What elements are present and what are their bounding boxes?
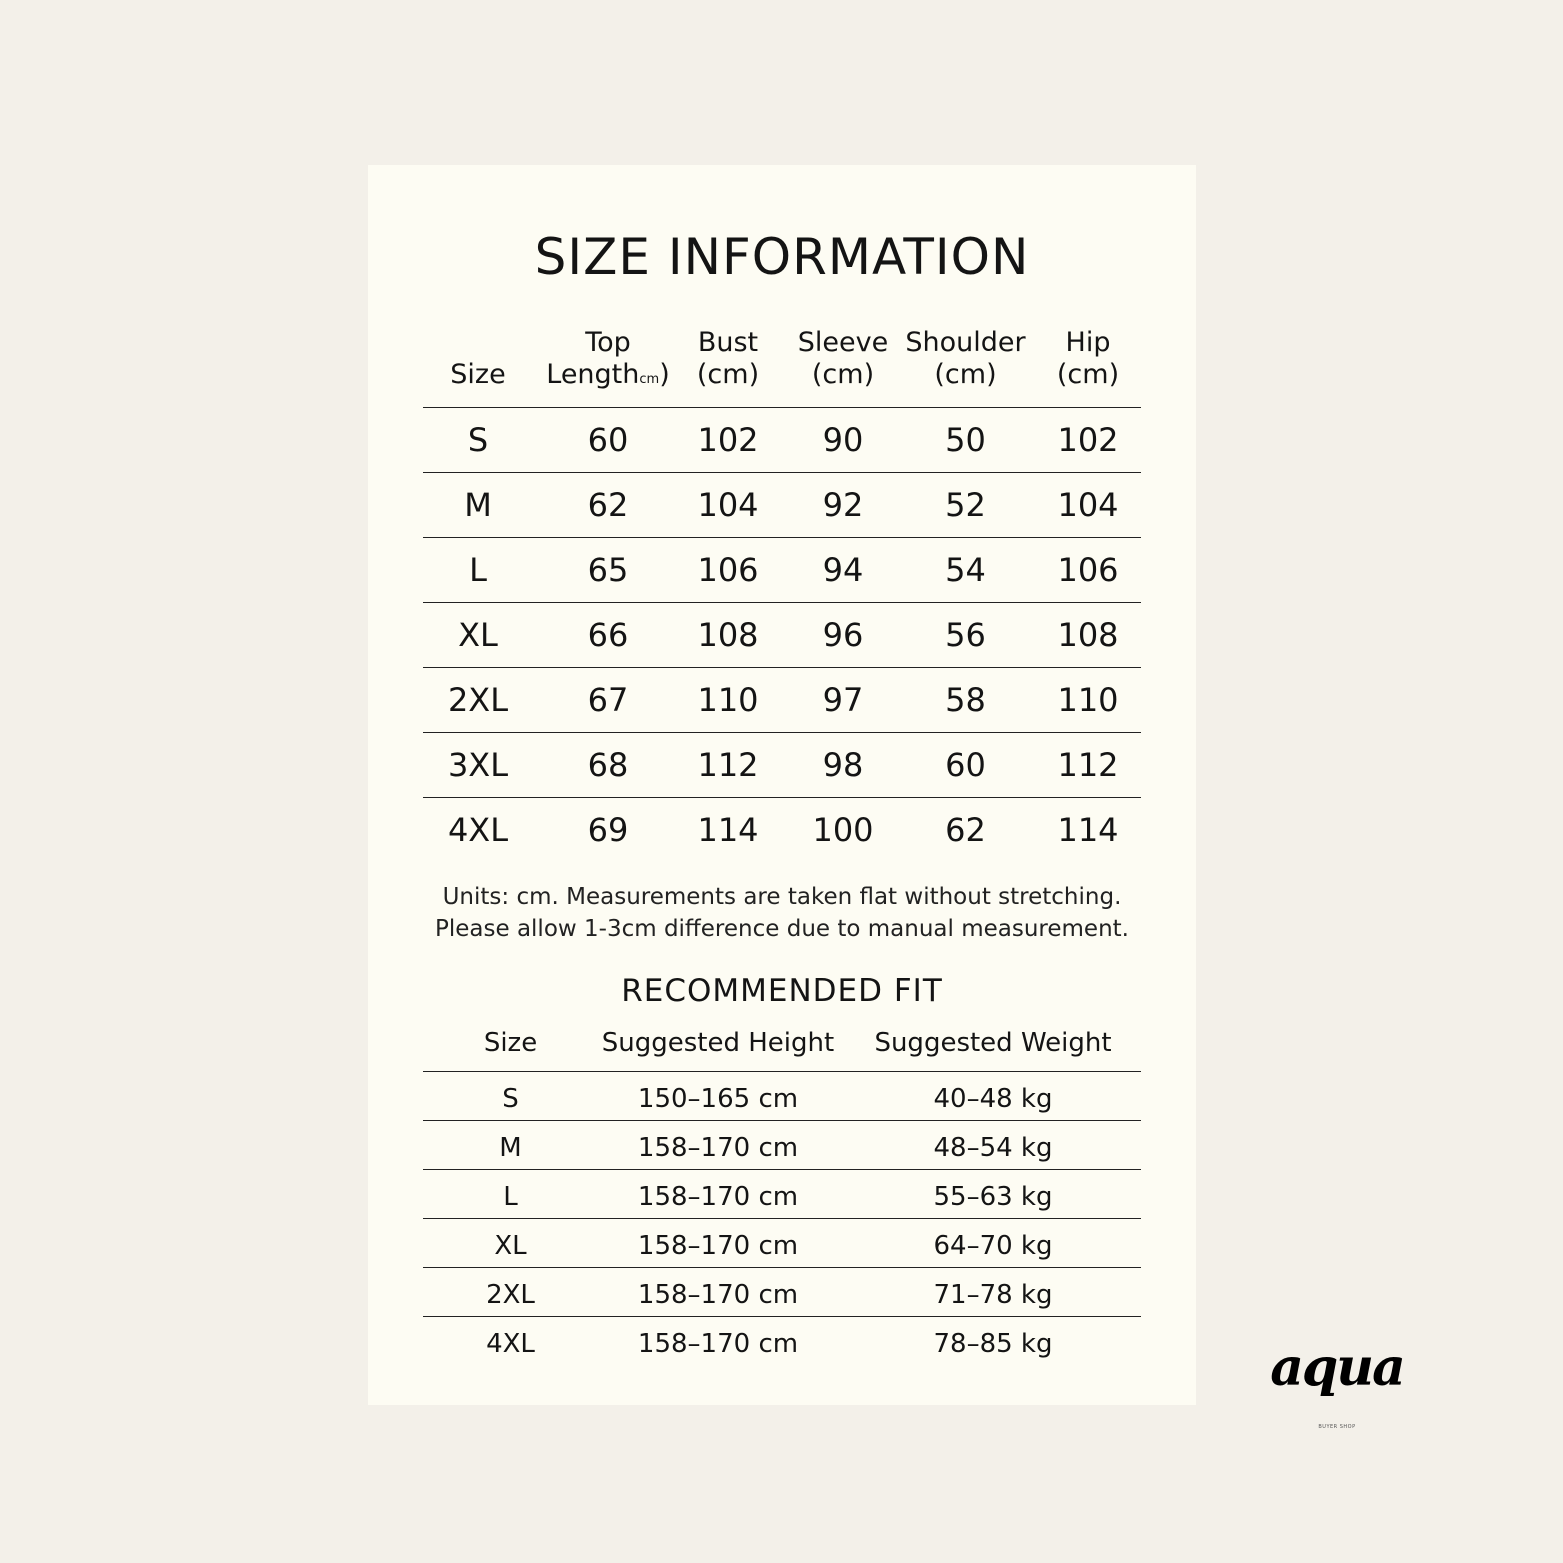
fit-cell-weight: 64–70 kg [933,1231,1053,1261]
cell-shoulder: 60 [945,746,986,784]
cell-bust: 102 [697,421,759,459]
cell-bust: 110 [697,681,759,719]
table-row [423,1317,1141,1365]
cell-top-length: 69 [587,811,629,849]
cell-size: XL [458,616,498,654]
fit-cell-weight: 40–48 kg [933,1084,1053,1114]
fit-cell-size: 2XL [486,1280,535,1310]
header-top-unit: cm [639,372,660,387]
cell-shoulder: 54 [945,551,986,589]
fit-header-weight: Suggested Weight [874,1028,1112,1058]
fit-cell-size: 4XL [486,1329,535,1359]
cell-hip: 106 [1057,551,1119,589]
cell-size: 3XL [447,746,509,784]
fit-cell-height: 158–170 cm [637,1231,799,1261]
cell-sleeve: 90 [822,421,864,459]
table-row [423,408,1141,473]
cell-top-length: 66 [587,616,629,654]
fit-header-size: Size [483,1028,538,1058]
cell-shoulder: 52 [945,486,986,524]
fit-cell-height: 158–170 cm [637,1280,799,1310]
table-row [423,733,1141,798]
logo-subtext: BUYER SHOP [1318,1424,1356,1430]
table-row [423,473,1141,538]
cell-hip: 102 [1057,421,1119,459]
cell-shoulder: 58 [945,681,986,719]
cell-size: 4XL [447,811,509,849]
header-sleeve-line1: Sleeve [797,327,889,358]
cell-top-length: 67 [587,681,629,719]
cell-top-length: 68 [587,746,629,784]
measurement-note [368,881,1196,945]
fit-cell-height: 150–165 cm [637,1084,799,1114]
cell-sleeve: 96 [822,616,864,654]
table-row [423,668,1141,733]
fit-cell-size: L [503,1182,518,1212]
header-shoulder [903,327,1028,391]
header-bust-line2: (cm) [696,359,760,390]
cell-shoulder: 62 [945,811,986,849]
cell-sleeve: 98 [822,746,864,784]
fit-cell-height: 158–170 cm [637,1182,799,1212]
brand-logo [1262,1338,1412,1438]
cell-hip: 112 [1057,746,1119,784]
note-line-1: Units: cm. Measurements are taken flat without stretching. [442,884,1122,910]
fit-cell-weight: 55–63 kg [933,1182,1053,1212]
cell-bust: 112 [697,746,759,784]
header-top-close: ) [659,359,670,390]
header-hip-line1: Hip [1065,327,1111,358]
cell-size: S [467,421,489,459]
fit-table-header [423,1025,1141,1071]
header-hip [1038,327,1138,391]
fit-cell-size: XL [494,1231,527,1261]
size-table-header [423,325,1141,407]
cell-bust: 104 [697,486,759,524]
cell-hip: 114 [1057,811,1119,849]
fit-cell-weight: 48–54 kg [933,1133,1053,1163]
cell-top-length: 60 [587,421,629,459]
fit-cell-size: M [499,1133,522,1163]
fit-table [423,1025,1141,1365]
cell-sleeve: 92 [822,486,864,524]
table-row [423,1170,1141,1219]
size-card [368,165,1196,1405]
header-shoulder-line2: (cm) [934,359,997,390]
cell-size: 2XL [447,681,509,719]
header-size: Size [450,359,506,390]
fit-header-height: Suggested Height [601,1028,835,1058]
fit-cell-height: 158–170 cm [637,1329,799,1359]
logo-wordmark: aqua [1270,1337,1404,1398]
cell-bust: 114 [697,811,759,849]
header-top-line2 [543,359,673,396]
table-row [423,1121,1141,1170]
table-row [423,603,1141,668]
header-top-length [543,327,673,396]
header-top-line1: Top [585,327,631,358]
table-row [423,538,1141,603]
table-row [423,1268,1141,1317]
cell-bust: 108 [697,616,759,654]
header-sleeve-line2: (cm) [811,359,875,390]
cell-hip: 110 [1057,681,1119,719]
header-top-length-label: Length [546,359,640,390]
header-bust-line1: Bust [697,327,759,358]
fit-cell-weight: 78–85 kg [933,1329,1053,1359]
cell-shoulder: 56 [945,616,986,654]
cell-top-length: 62 [587,486,629,524]
page-title: SIZE INFORMATION [534,228,1030,286]
header-bust [678,327,778,391]
fit-cell-weight: 71–78 kg [933,1280,1053,1310]
header-shoulder-line1: Shoulder [905,327,1026,358]
header-sleeve [793,327,893,391]
cell-bust: 106 [697,551,759,589]
header-hip-line2: (cm) [1056,359,1120,390]
cell-top-length: 65 [587,551,629,589]
note-line-2: Please allow 1-3cm difference due to manual measurement. [435,916,1129,942]
cell-shoulder: 50 [945,421,986,459]
fit-cell-size: S [502,1084,519,1114]
cell-sleeve: 94 [822,551,864,589]
table-row [423,1072,1141,1121]
cell-size: M [464,486,492,524]
cell-size: L [469,551,487,589]
cell-hip: 108 [1057,616,1119,654]
cell-hip: 104 [1057,486,1119,524]
fit-cell-height: 158–170 cm [637,1133,799,1163]
table-row [423,1219,1141,1268]
fit-title: RECOMMENDED FIT [621,973,943,1009]
cell-sleeve: 97 [822,681,864,719]
cell-sleeve: 100 [812,811,874,849]
size-table [423,325,1141,862]
table-row [423,798,1141,862]
